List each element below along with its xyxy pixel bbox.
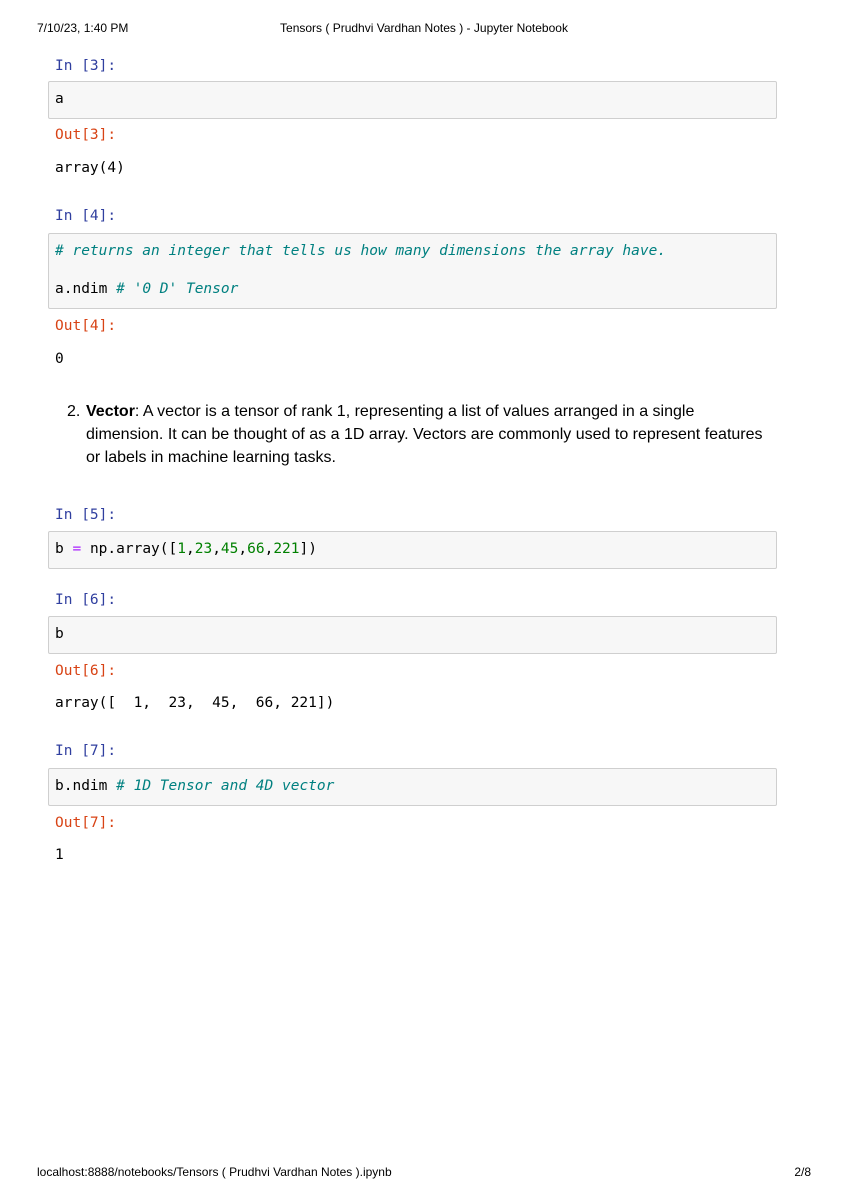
out-prompt-3: Out[3]:: [55, 127, 117, 143]
code-cell-4[interactable]: [48, 233, 777, 309]
output-4: 0: [55, 351, 64, 367]
output-6: array([ 1, 23, 45, 66, 221]): [55, 695, 335, 711]
output-7: 1: [55, 847, 64, 863]
footer-url: localhost:8888/notebooks/Tensors ( Prudhvi Vardhan Notes ).ipynb: [37, 1165, 392, 1179]
term-vector: Vector: [86, 403, 135, 420]
in-prompt-3: In [3]:: [55, 58, 117, 74]
print-datetime: 7/10/23, 1:40 PM: [37, 21, 129, 35]
out-prompt-4: Out[4]:: [55, 318, 117, 334]
code-cell-7[interactable]: [48, 768, 777, 806]
code-cell-3[interactable]: [48, 81, 777, 119]
page-title: Tensors ( Prudhvi Vardhan Notes ) - Jupyter Notebook: [280, 21, 568, 35]
markdown-line-2: dimension. It can be thought of as a 1D array. Vectors are commonly used to represent features: [86, 426, 763, 443]
markdown-line-3: or labels in machine learning tasks.: [86, 449, 336, 466]
code-inline-comment: # '0 D' Tensor: [116, 281, 239, 297]
in-prompt-6: In [6]:: [55, 592, 117, 608]
code-line-array: b = np.array([1,23,45,66,221]): [55, 541, 317, 557]
output-3: array(4): [55, 160, 125, 176]
code-line-ndim: [55, 281, 238, 297]
in-prompt-4: In [4]:: [55, 208, 117, 224]
markdown-list-item: [67, 400, 776, 469]
code-line-ndim: b.ndim # 1D Tensor and 4D vector: [55, 778, 335, 794]
in-prompt-7: In [7]:: [55, 743, 117, 759]
in-prompt-5: In [5]:: [55, 507, 117, 523]
code-name: a.ndim: [55, 281, 108, 297]
out-prompt-6: Out[6]:: [55, 663, 117, 679]
code-cell-6[interactable]: [48, 616, 777, 654]
page-number: 2/8: [794, 1165, 811, 1179]
markdown-line-1: Vector: A vector is a tensor of rank 1, representing a list of values arranged in a single: [86, 403, 695, 420]
code-cell-5[interactable]: [48, 531, 777, 569]
code-text: a: [55, 91, 64, 107]
out-prompt-7: Out[7]:: [55, 815, 117, 831]
code-text: b: [55, 626, 64, 642]
list-number: 2.: [67, 403, 81, 420]
code-comment-line: # returns an integer that tells us how many dimensions the array have.: [55, 243, 667, 259]
